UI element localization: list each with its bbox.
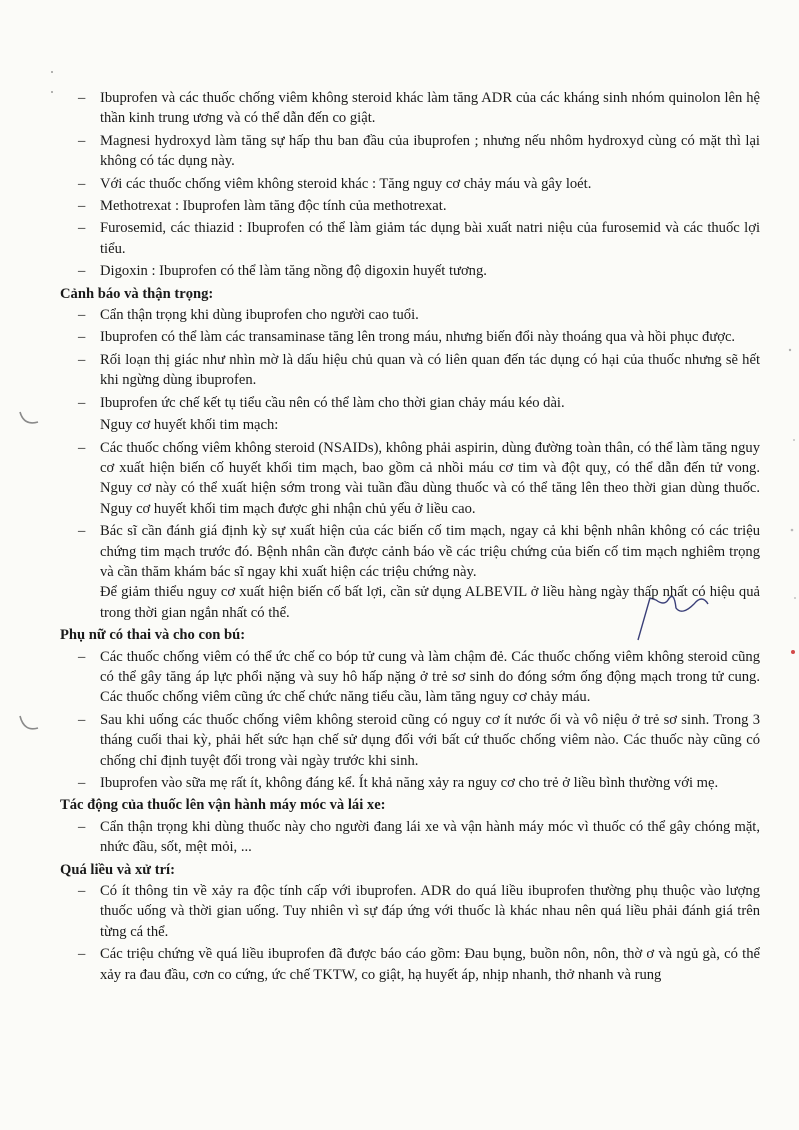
list-dash: –	[78, 439, 86, 456]
list-item-text: Bác sĩ cần đánh giá định kỳ sự xuất hiện của các biến cố tim mạch, ngay cả khi bệnh nhân không có các triệu chứng tim mạch trước đó. Bệnh nhân cần được cảnh báo về các triệu chứng của biến cố tim mạch nghiêm trọng và cần thăm khám bác sĩ ngay khi xuất hiện các triệu chứng này.	[100, 523, 760, 580]
subsection-label: Nguy cơ huyết khối tim mạch:	[100, 417, 279, 434]
list-item	[60, 817, 760, 858]
list-dash: –	[78, 711, 86, 728]
list-dash: –	[78, 263, 86, 280]
list-item	[60, 710, 760, 771]
list-dash: –	[78, 132, 86, 149]
paragraph-note: Để giảm thiểu nguy cơ xuất hiện biến cố bất lợi, cần sử dụng ALBEVIL ở liều hàng ngày thấp nhất có hiệu quả trong thời gian ngắn nhất có thể.	[100, 584, 760, 621]
pregnancy-section	[60, 625, 760, 793]
list-dash: –	[78, 198, 86, 215]
list-item	[60, 261, 760, 281]
list-item-text: Magnesi hydroxyd làm tăng sự hấp thu ban đầu của ibuprofen ; nhưng nếu nhôm hydroxyd cùng có mặt thì lại không có tác dụng này.	[100, 132, 760, 170]
list-item-text: Các thuốc chống viêm có thể ức chế co bóp tử cung và làm chậm đẻ. Các thuốc chống viêm không steroid cũng có thể gây tăng áp lực phổi nặng và suy hô hấp nặng ở trẻ sơ sinh do đóng sớm ống động mạch trong tử cung. Các thuốc chống viêm cũng ức chế chức năng tiểu cầu, làm tăng nguy cơ chảy máu.	[100, 648, 760, 706]
list-item-text: Rối loạn thị giác như nhìn mờ là dấu hiệu chủ quan và có liên quan đến tác dụng có hại của thuốc nhưng sẽ hết khi ngừng dùng ibuprofen.	[100, 351, 760, 389]
section-heading: Quá liều và xử trí:	[60, 861, 175, 878]
list-dash: –	[78, 523, 86, 540]
list-item-text: Ibuprofen vào sữa mẹ rất ít, không đáng kể. Ít khả năng xảy ra nguy cơ cho trẻ ở liều bình thường với mẹ.	[100, 775, 719, 791]
list-item	[60, 131, 760, 172]
punch-hole-mark-bottom	[18, 712, 42, 736]
list-item-text: Ibuprofen và các thuốc chống viêm không steroid khác làm tăng ADR của các kháng sinh nhóm quinolon lên hệ thần kinh trung ương và có thể dẫn đến co giật.	[100, 90, 760, 127]
list-item	[60, 88, 760, 129]
list-dash: –	[78, 394, 86, 411]
section-heading: Phụ nữ có thai và cho con bú:	[60, 627, 246, 644]
list-item-text: Cẩn thận trọng khi dùng thuốc này cho người đang lái xe và vận hành máy móc vì thuốc có thể gây chóng mặt, nhức đầu, sốt, mệt mỏi, ...	[100, 818, 760, 856]
list-item	[60, 773, 760, 793]
list-item	[60, 438, 760, 520]
list-item-text: Digoxin : Ibuprofen có thể làm tăng nồng độ digoxin huyết tương.	[100, 263, 487, 280]
document-body	[60, 88, 760, 987]
list-item	[60, 881, 760, 942]
punch-hole-mark-top	[18, 408, 42, 430]
list-dash: –	[78, 648, 86, 665]
list-item	[60, 647, 760, 708]
list-dash: –	[78, 90, 86, 106]
list-dash: –	[78, 351, 86, 368]
list-item	[60, 174, 760, 194]
list-item-text: Có ít thông tin về xảy ra độc tính cấp với ibuprofen. ADR do quá liều ibuprofen thường phụ thuộc vào lượng thuốc uống và thời gian uống. Tuy nhiên vì sự đáp ứng với thuốc là khác nhau nên quá liều phải đánh giá trên từng cá thể.	[100, 883, 760, 940]
list-item-text: Methotrexat : Ibuprofen làm tăng độc tính của methotrexat.	[100, 198, 447, 215]
list-item	[60, 944, 760, 985]
list-item	[60, 218, 760, 259]
list-item	[60, 521, 760, 582]
list-item	[60, 196, 760, 216]
top-left-specks	[46, 68, 58, 98]
list-dash: –	[78, 307, 86, 324]
list-dash: –	[78, 220, 86, 237]
list-dash: –	[78, 946, 86, 963]
list-item	[60, 305, 760, 325]
list-item	[60, 393, 760, 413]
overdose-section	[60, 860, 760, 985]
section-heading: Tác động của thuốc lên vận hành máy móc và lái xe:	[60, 797, 386, 814]
list-item-text: Các triệu chứng về quá liều ibuprofen đã được báo cáo gồm: Đau bụng, buồn nôn, nôn, thờ ơ và ngủ gà, có thể xảy ra đau đầu, cơn co cứng, ức chế TKTW, co giật, hạ huyết áp, nhịp nhanh, thở nhanh và rung	[100, 946, 760, 983]
list-item-text: Với các thuốc chống viêm không steroid khác : Tăng nguy cơ chảy máu và gây loét.	[100, 175, 592, 192]
list-item	[60, 327, 760, 347]
driving-section	[60, 795, 760, 857]
list-item-text: Cẩn thận trọng khi dùng ibuprofen cho người cao tuổi.	[100, 307, 419, 324]
list-item-text: Ibuprofen có thể làm các transaminase tăng lên trong máu, nhưng biến đổi này thoáng qua và hồi phục được.	[100, 329, 736, 346]
section-heading: Cảnh báo và thận trọng:	[60, 285, 214, 302]
interactions-list	[60, 88, 760, 282]
list-item-text: Ibuprofen ức chế kết tụ tiểu cầu nên có thể làm cho thời gian chảy máu kéo dài.	[100, 394, 565, 411]
list-dash: –	[78, 775, 86, 791]
list-item-text: Furosemid, các thiazid : Ibuprofen có thể làm giảm tác dụng bài xuất natri niệu của furosemid và các thuốc lợi tiểu.	[100, 220, 760, 257]
list-dash: –	[78, 329, 86, 346]
list-item	[60, 350, 760, 391]
list-item-text: Sau khi uống các thuốc chống viêm không steroid cũng có nguy cơ ít nước ối và vô niệu ở trẻ sơ sinh. Trong 3 tháng cuối thai kỳ, phải hết sức hạn chế sử dụng đối với bất cứ thuốc chống viêm nào. Các thuốc này cũng có chống chỉ định tuyệt đối trong vài ngày trước khi sinh.	[100, 711, 760, 769]
list-dash: –	[78, 175, 86, 192]
edge-specks	[776, 340, 799, 660]
list-dash: –	[78, 818, 86, 835]
list-item-text: Các thuốc chống viêm không steroid (NSAIDs), không phải aspirin, dùng đường toàn thân, có thể làm tăng nguy cơ xuất hiện biến cố huyết khối tim mạch, bao gồm cả nhồi máu cơ tim và đột quỵ, có thể dẫn đến tử vong. Nguy cơ này có thể xuất hiện sớm trong vài tuần đầu dùng thuốc và có thể tăng lên theo thời gian dùng thuốc. Nguy cơ huyết khối tim mạch được ghi nhận chủ yếu ở liều cao.	[100, 439, 760, 517]
warnings-section	[60, 284, 760, 624]
list-dash: –	[78, 883, 86, 900]
